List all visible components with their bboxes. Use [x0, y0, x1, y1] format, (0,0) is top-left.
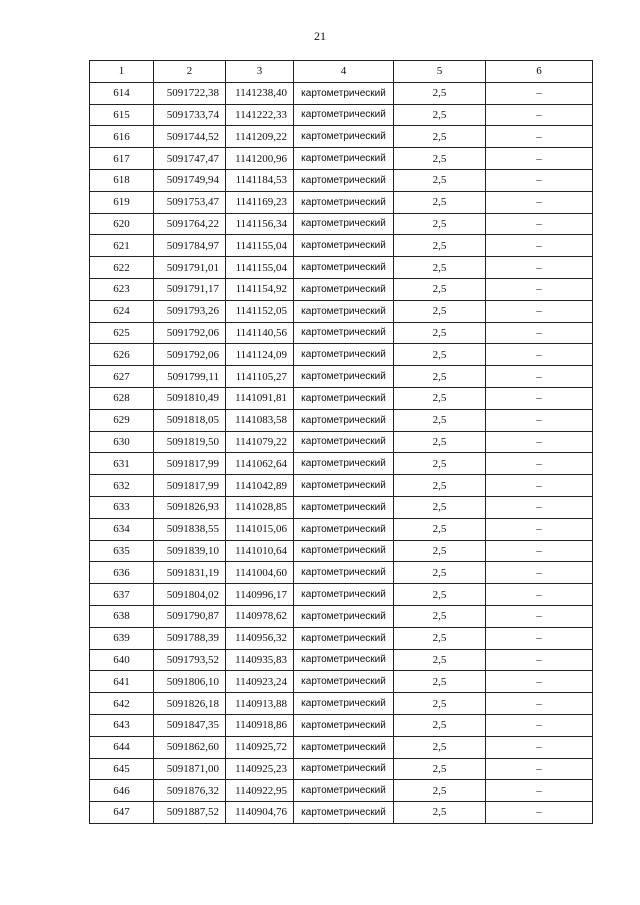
- table-row: [90, 213, 593, 235]
- y-coordinate-cell: 1141200,96: [226, 148, 294, 170]
- y-coordinate-cell: 1141124,09: [226, 344, 294, 366]
- table-row: [90, 169, 593, 191]
- method-cell: картометрический: [294, 780, 394, 802]
- method-cell: картометрический: [294, 627, 394, 649]
- point-number-cell: 647: [90, 802, 154, 824]
- table-body: [90, 82, 593, 823]
- method-cell: картометрический: [294, 431, 394, 453]
- accuracy-cell: 2,5: [394, 671, 486, 693]
- table-row: [90, 758, 593, 780]
- method-cell: картометрический: [294, 758, 394, 780]
- accuracy-cell: 2,5: [394, 300, 486, 322]
- table-row: [90, 148, 593, 170]
- point-number-cell: 643: [90, 714, 154, 736]
- point-number-cell: 642: [90, 693, 154, 715]
- column-header-1: 1: [90, 61, 154, 83]
- accuracy-cell: 2,5: [394, 278, 486, 300]
- description-cell: –: [486, 409, 593, 431]
- x-coordinate-cell: 5091790,87: [154, 605, 226, 627]
- accuracy-cell: 2,5: [394, 627, 486, 649]
- point-number-cell: 621: [90, 235, 154, 257]
- x-coordinate-cell: 5091806,10: [154, 671, 226, 693]
- method-cell: картометрический: [294, 736, 394, 758]
- description-cell: –: [486, 562, 593, 584]
- x-coordinate-cell: 5091804,02: [154, 584, 226, 606]
- method-cell: картометрический: [294, 191, 394, 213]
- table-row: [90, 562, 593, 584]
- y-coordinate-cell: 1141152,05: [226, 300, 294, 322]
- description-cell: –: [486, 387, 593, 409]
- y-coordinate-cell: 1140913,88: [226, 693, 294, 715]
- column-header-2: 2: [154, 61, 226, 83]
- page-number: 21: [314, 29, 326, 43]
- accuracy-cell: 2,5: [394, 409, 486, 431]
- y-coordinate-cell: 1140923,24: [226, 671, 294, 693]
- y-coordinate-cell: 1141238,40: [226, 82, 294, 104]
- method-cell: картометрический: [294, 366, 394, 388]
- table-header-row: [90, 61, 593, 83]
- description-cell: –: [486, 758, 593, 780]
- accuracy-cell: 2,5: [394, 148, 486, 170]
- description-cell: –: [486, 213, 593, 235]
- accuracy-cell: 2,5: [394, 82, 486, 104]
- x-coordinate-cell: 5091764,22: [154, 213, 226, 235]
- table-row: [90, 496, 593, 518]
- table-row: [90, 736, 593, 758]
- coordinates-table: [89, 60, 593, 824]
- method-cell: картометрический: [294, 148, 394, 170]
- y-coordinate-cell: 1140925,23: [226, 758, 294, 780]
- table-row: [90, 82, 593, 104]
- table-row: [90, 257, 593, 279]
- point-number-cell: 638: [90, 605, 154, 627]
- accuracy-cell: 2,5: [394, 758, 486, 780]
- table-row: [90, 540, 593, 562]
- y-coordinate-cell: 1141140,56: [226, 322, 294, 344]
- description-cell: –: [486, 257, 593, 279]
- table-row: [90, 344, 593, 366]
- x-coordinate-cell: 5091818,05: [154, 409, 226, 431]
- table-row: [90, 780, 593, 802]
- column-header-5: 5: [394, 61, 486, 83]
- point-number-cell: 632: [90, 475, 154, 497]
- method-cell: картометрический: [294, 257, 394, 279]
- x-coordinate-cell: 5091876,32: [154, 780, 226, 802]
- x-coordinate-cell: 5091753,47: [154, 191, 226, 213]
- accuracy-cell: 2,5: [394, 126, 486, 148]
- table-row: [90, 104, 593, 126]
- x-coordinate-cell: 5091799,11: [154, 366, 226, 388]
- x-coordinate-cell: 5091733,74: [154, 104, 226, 126]
- point-number-cell: 639: [90, 627, 154, 649]
- method-cell: картометрический: [294, 540, 394, 562]
- accuracy-cell: 2,5: [394, 518, 486, 540]
- x-coordinate-cell: 5091819,50: [154, 431, 226, 453]
- x-coordinate-cell: 5091793,52: [154, 649, 226, 671]
- table-row: [90, 409, 593, 431]
- x-coordinate-cell: 5091817,99: [154, 453, 226, 475]
- table-row: [90, 584, 593, 606]
- point-number-cell: 641: [90, 671, 154, 693]
- description-cell: –: [486, 649, 593, 671]
- description-cell: –: [486, 148, 593, 170]
- method-cell: картометрический: [294, 235, 394, 257]
- x-coordinate-cell: 5091784,97: [154, 235, 226, 257]
- method-cell: картометрический: [294, 496, 394, 518]
- point-number-cell: 645: [90, 758, 154, 780]
- accuracy-cell: 2,5: [394, 322, 486, 344]
- point-number-cell: 615: [90, 104, 154, 126]
- x-coordinate-cell: 5091722,38: [154, 82, 226, 104]
- point-number-cell: 624: [90, 300, 154, 322]
- accuracy-cell: 2,5: [394, 169, 486, 191]
- table-row: [90, 235, 593, 257]
- x-coordinate-cell: 5091792,06: [154, 322, 226, 344]
- accuracy-cell: 2,5: [394, 562, 486, 584]
- y-coordinate-cell: 1141155,04: [226, 257, 294, 279]
- description-cell: –: [486, 278, 593, 300]
- method-cell: картометрический: [294, 344, 394, 366]
- accuracy-cell: 2,5: [394, 431, 486, 453]
- x-coordinate-cell: 5091744,52: [154, 126, 226, 148]
- table-row: [90, 714, 593, 736]
- description-cell: –: [486, 82, 593, 104]
- table-row: [90, 605, 593, 627]
- x-coordinate-cell: 5091749,94: [154, 169, 226, 191]
- y-coordinate-cell: 1140918,86: [226, 714, 294, 736]
- y-coordinate-cell: 1141222,33: [226, 104, 294, 126]
- y-coordinate-cell: 1141015,06: [226, 518, 294, 540]
- method-cell: картометрический: [294, 300, 394, 322]
- y-coordinate-cell: 1140922,95: [226, 780, 294, 802]
- description-cell: –: [486, 235, 593, 257]
- method-cell: картометрический: [294, 126, 394, 148]
- x-coordinate-cell: 5091747,47: [154, 148, 226, 170]
- x-coordinate-cell: 5091793,26: [154, 300, 226, 322]
- accuracy-cell: 2,5: [394, 802, 486, 824]
- point-number-cell: 619: [90, 191, 154, 213]
- x-coordinate-cell: 5091791,01: [154, 257, 226, 279]
- point-number-cell: 622: [90, 257, 154, 279]
- x-coordinate-cell: 5091871,00: [154, 758, 226, 780]
- method-cell: картометрический: [294, 671, 394, 693]
- point-number-cell: 625: [90, 322, 154, 344]
- y-coordinate-cell: 1140978,62: [226, 605, 294, 627]
- point-number-cell: 646: [90, 780, 154, 802]
- x-coordinate-cell: 5091887,52: [154, 802, 226, 824]
- method-cell: картометрический: [294, 584, 394, 606]
- point-number-cell: 631: [90, 453, 154, 475]
- method-cell: картометрический: [294, 475, 394, 497]
- y-coordinate-cell: 1141079,22: [226, 431, 294, 453]
- table-row: [90, 278, 593, 300]
- accuracy-cell: 2,5: [394, 540, 486, 562]
- method-cell: картометрический: [294, 82, 394, 104]
- point-number-cell: 637: [90, 584, 154, 606]
- accuracy-cell: 2,5: [394, 496, 486, 518]
- accuracy-cell: 2,5: [394, 453, 486, 475]
- description-cell: –: [486, 104, 593, 126]
- table-row: [90, 126, 593, 148]
- y-coordinate-cell: 1141184,53: [226, 169, 294, 191]
- table-row: [90, 671, 593, 693]
- accuracy-cell: 2,5: [394, 104, 486, 126]
- accuracy-cell: 2,5: [394, 213, 486, 235]
- accuracy-cell: 2,5: [394, 584, 486, 606]
- method-cell: картометрический: [294, 453, 394, 475]
- table-row: [90, 627, 593, 649]
- point-number-cell: 634: [90, 518, 154, 540]
- accuracy-cell: 2,5: [394, 649, 486, 671]
- point-number-cell: 617: [90, 148, 154, 170]
- point-number-cell: 630: [90, 431, 154, 453]
- accuracy-cell: 2,5: [394, 257, 486, 279]
- y-coordinate-cell: 1140996,17: [226, 584, 294, 606]
- x-coordinate-cell: 5091826,18: [154, 693, 226, 715]
- y-coordinate-cell: 1141156,34: [226, 213, 294, 235]
- method-cell: картометрический: [294, 802, 394, 824]
- table-row: [90, 191, 593, 213]
- table-row: [90, 802, 593, 824]
- point-number-cell: 616: [90, 126, 154, 148]
- description-cell: –: [486, 475, 593, 497]
- description-cell: –: [486, 191, 593, 213]
- method-cell: картометрический: [294, 693, 394, 715]
- accuracy-cell: 2,5: [394, 344, 486, 366]
- y-coordinate-cell: 1141042,89: [226, 475, 294, 497]
- y-coordinate-cell: 1141155,04: [226, 235, 294, 257]
- description-cell: –: [486, 453, 593, 475]
- x-coordinate-cell: 5091826,93: [154, 496, 226, 518]
- accuracy-cell: 2,5: [394, 693, 486, 715]
- method-cell: картометрический: [294, 714, 394, 736]
- description-cell: –: [486, 169, 593, 191]
- method-cell: картометрический: [294, 104, 394, 126]
- table-row: [90, 475, 593, 497]
- x-coordinate-cell: 5091792,06: [154, 344, 226, 366]
- description-cell: –: [486, 584, 593, 606]
- description-cell: –: [486, 344, 593, 366]
- method-cell: картометрический: [294, 278, 394, 300]
- table-row: [90, 453, 593, 475]
- point-number-cell: 626: [90, 344, 154, 366]
- description-cell: –: [486, 780, 593, 802]
- y-coordinate-cell: 1141154,92: [226, 278, 294, 300]
- description-cell: –: [486, 518, 593, 540]
- method-cell: картометрический: [294, 562, 394, 584]
- y-coordinate-cell: 1141010,64: [226, 540, 294, 562]
- accuracy-cell: 2,5: [394, 387, 486, 409]
- point-number-cell: 640: [90, 649, 154, 671]
- x-coordinate-cell: 5091810,49: [154, 387, 226, 409]
- point-number-cell: 644: [90, 736, 154, 758]
- accuracy-cell: 2,5: [394, 366, 486, 388]
- point-number-cell: 627: [90, 366, 154, 388]
- point-number-cell: 636: [90, 562, 154, 584]
- point-number-cell: 635: [90, 540, 154, 562]
- y-coordinate-cell: 1141209,22: [226, 126, 294, 148]
- description-cell: –: [486, 366, 593, 388]
- description-cell: –: [486, 300, 593, 322]
- x-coordinate-cell: 5091839,10: [154, 540, 226, 562]
- description-cell: –: [486, 736, 593, 758]
- table-row: [90, 366, 593, 388]
- x-coordinate-cell: 5091838,55: [154, 518, 226, 540]
- description-cell: –: [486, 540, 593, 562]
- accuracy-cell: 2,5: [394, 235, 486, 257]
- y-coordinate-cell: 1140925,72: [226, 736, 294, 758]
- y-coordinate-cell: 1141169,23: [226, 191, 294, 213]
- description-cell: –: [486, 431, 593, 453]
- table-row: [90, 649, 593, 671]
- method-cell: картометрический: [294, 322, 394, 344]
- method-cell: картометрический: [294, 169, 394, 191]
- accuracy-cell: 2,5: [394, 780, 486, 802]
- y-coordinate-cell: 1140935,83: [226, 649, 294, 671]
- description-cell: –: [486, 693, 593, 715]
- accuracy-cell: 2,5: [394, 714, 486, 736]
- x-coordinate-cell: 5091862,60: [154, 736, 226, 758]
- accuracy-cell: 2,5: [394, 736, 486, 758]
- method-cell: картометрический: [294, 387, 394, 409]
- table-row: [90, 518, 593, 540]
- method-cell: картометрический: [294, 213, 394, 235]
- description-cell: –: [486, 671, 593, 693]
- method-cell: картометрический: [294, 409, 394, 431]
- y-coordinate-cell: 1140956,32: [226, 627, 294, 649]
- description-cell: –: [486, 126, 593, 148]
- point-number-cell: 614: [90, 82, 154, 104]
- y-coordinate-cell: 1141105,27: [226, 366, 294, 388]
- point-number-cell: 633: [90, 496, 154, 518]
- accuracy-cell: 2,5: [394, 475, 486, 497]
- table-row: [90, 693, 593, 715]
- method-cell: картометрический: [294, 649, 394, 671]
- description-cell: –: [486, 802, 593, 824]
- y-coordinate-cell: 1141091,81: [226, 387, 294, 409]
- y-coordinate-cell: 1141083,58: [226, 409, 294, 431]
- column-header-3: 3: [226, 61, 294, 83]
- point-number-cell: 628: [90, 387, 154, 409]
- point-number-cell: 623: [90, 278, 154, 300]
- table-row: [90, 322, 593, 344]
- point-number-cell: 629: [90, 409, 154, 431]
- table-row: [90, 387, 593, 409]
- accuracy-cell: 2,5: [394, 605, 486, 627]
- method-cell: картометрический: [294, 605, 394, 627]
- accuracy-cell: 2,5: [394, 191, 486, 213]
- column-header-4: 4: [294, 61, 394, 83]
- x-coordinate-cell: 5091847,35: [154, 714, 226, 736]
- point-number-cell: 618: [90, 169, 154, 191]
- point-number-cell: 620: [90, 213, 154, 235]
- table-row: [90, 300, 593, 322]
- description-cell: –: [486, 605, 593, 627]
- description-cell: –: [486, 322, 593, 344]
- description-cell: –: [486, 714, 593, 736]
- method-cell: картометрический: [294, 518, 394, 540]
- x-coordinate-cell: 5091788,39: [154, 627, 226, 649]
- description-cell: –: [486, 627, 593, 649]
- description-cell: –: [486, 496, 593, 518]
- y-coordinate-cell: 1141062,64: [226, 453, 294, 475]
- y-coordinate-cell: 1141004,60: [226, 562, 294, 584]
- table-row: [90, 431, 593, 453]
- y-coordinate-cell: 1141028,85: [226, 496, 294, 518]
- x-coordinate-cell: 5091791,17: [154, 278, 226, 300]
- x-coordinate-cell: 5091831,19: [154, 562, 226, 584]
- column-header-6: 6: [486, 61, 593, 83]
- y-coordinate-cell: 1140904,76: [226, 802, 294, 824]
- x-coordinate-cell: 5091817,99: [154, 475, 226, 497]
